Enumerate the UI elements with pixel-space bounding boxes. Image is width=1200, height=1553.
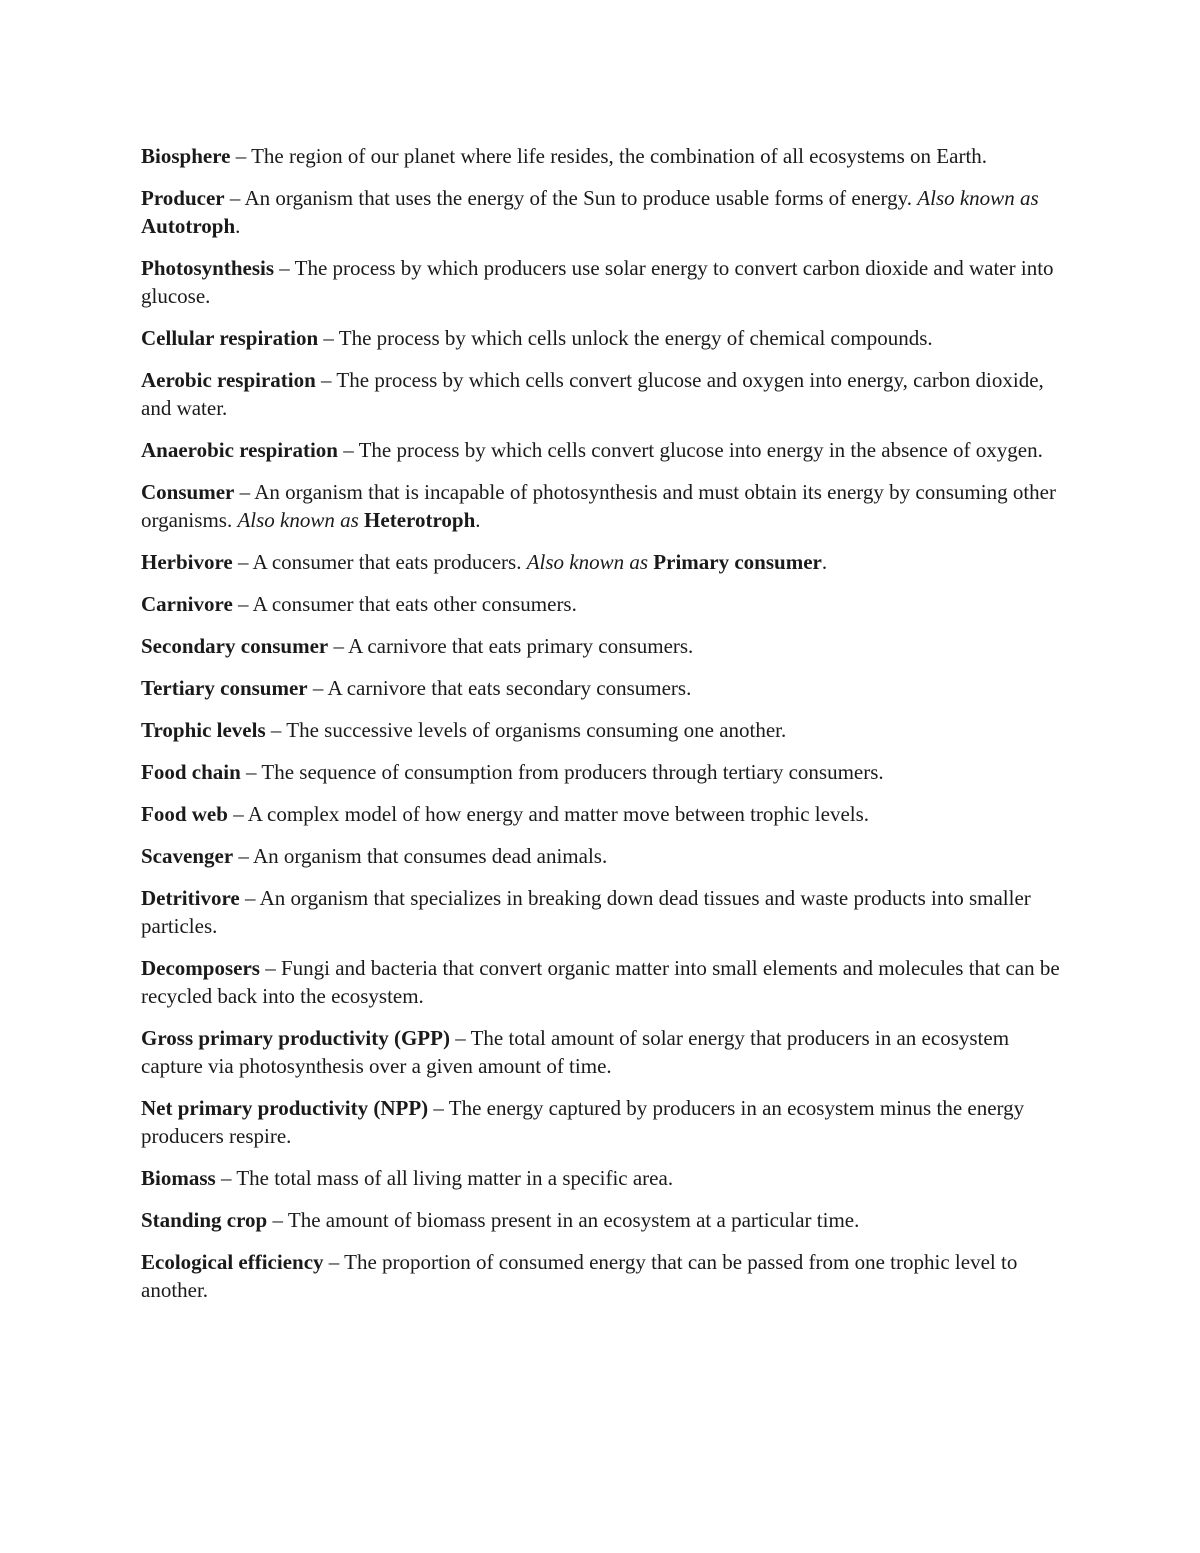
synonym-term: Heterotroph <box>364 508 476 532</box>
also-known-as-label: Also known as <box>526 550 649 574</box>
glossary-definition: The process by which cells unlock the energy of chemical compounds. <box>338 326 933 350</box>
glossary-entry <box>141 142 1061 170</box>
glossary-definition: The process by which producers use solar energy to convert carbon dioxide and water into glucose. <box>141 256 1054 308</box>
glossary-term: Anaerobic respiration <box>141 438 338 462</box>
glossary-entry <box>141 758 1061 786</box>
glossary-term: Scavenger <box>141 844 234 868</box>
dash: – <box>272 1208 283 1232</box>
glossary-entry <box>141 632 1061 660</box>
glossary-term: Herbivore <box>141 550 233 574</box>
dash: – <box>323 326 334 350</box>
glossary-term: Cellular respiration <box>141 326 319 350</box>
glossary-definition: An organism that is incapable of photosynthesis and must obtain its energy by consuming other organisms. <box>141 480 1056 532</box>
dash: – <box>239 480 251 504</box>
glossary-term: Producer <box>141 186 225 210</box>
glossary-entry <box>141 590 1061 618</box>
dash: – <box>321 368 332 392</box>
period: . <box>235 214 241 238</box>
period: . <box>475 508 481 532</box>
also-known-as-label: Also known as <box>237 508 359 532</box>
dash: – <box>238 844 249 868</box>
glossary-entry <box>141 1206 1061 1234</box>
glossary-entry <box>141 548 1061 576</box>
glossary-definition: The proportion of consumed energy that can be passed from one trophic level to another. <box>141 1250 1018 1302</box>
glossary-entry <box>141 716 1061 744</box>
period: . <box>821 550 828 574</box>
glossary-definition: Fungi and bacteria that convert organic matter into small elements and molecules that can be recycled back into the ecosystem. <box>141 956 1060 1008</box>
glossary-definition: The total amount of solar energy that producers in an ecosystem capture via photosynthesis over a given amount of time. <box>141 1026 1010 1078</box>
dash: – <box>433 1096 444 1120</box>
glossary-definition: The sequence of consumption from producers through tertiary consumers. <box>261 760 884 784</box>
glossary-definition: An organism that uses the energy of the Sun to produce usable forms of energy. <box>244 186 913 210</box>
glossary-entry <box>141 842 1061 870</box>
glossary-definition: The successive levels of organisms consuming one another. <box>286 718 787 742</box>
glossary-definition: A carnivore that eats secondary consumers. <box>327 676 692 700</box>
glossary-term: Tertiary consumer <box>141 676 308 700</box>
glossary-entry <box>141 954 1061 1010</box>
glossary-entry <box>141 1248 1061 1304</box>
synonym-term: Primary consumer <box>653 550 822 574</box>
glossary-definition: An organism that consumes dead animals. <box>253 844 608 868</box>
glossary-term: Biosphere <box>141 144 231 168</box>
glossary-entry <box>141 436 1061 464</box>
glossary-term: Ecological efficiency <box>141 1250 324 1274</box>
glossary-term: Net primary productivity (NPP) <box>141 1096 429 1120</box>
dash: – <box>244 886 256 910</box>
dash: – <box>246 760 257 784</box>
glossary-entry <box>141 478 1061 534</box>
glossary-entry <box>141 674 1061 702</box>
glossary-definition: The process by which cells convert glucose into energy in the absence of oxygen. <box>358 438 1043 462</box>
glossary-definition: A complex model of how energy and matter move between trophic levels. <box>247 802 870 826</box>
glossary-term: Gross primary productivity (GPP) <box>141 1026 450 1050</box>
dash: – <box>229 186 241 210</box>
glossary-term: Secondary consumer <box>141 634 329 658</box>
glossary-term: Photosynthesis <box>141 256 275 280</box>
glossary-term: Trophic levels <box>141 718 266 742</box>
synonym-term: Autotroph <box>141 214 236 238</box>
glossary-definition: A consumer that eats producers. <box>252 550 522 574</box>
dash: – <box>265 956 276 980</box>
dash: – <box>238 592 249 616</box>
glossary-term: Biomass <box>141 1166 216 1190</box>
glossary-entry <box>141 800 1061 828</box>
glossary-entry <box>141 1164 1061 1192</box>
glossary-entry <box>141 254 1061 310</box>
glossary-entry <box>141 324 1061 352</box>
dash: – <box>235 144 247 168</box>
dash: – <box>343 438 354 462</box>
dash: – <box>312 676 324 700</box>
glossary-definition: The region of our planet where life resides, the combination of all ecosystems on Earth. <box>251 144 988 168</box>
glossary-term: Decomposers <box>141 956 260 980</box>
glossary-entry <box>141 1024 1061 1080</box>
glossary-definition: The amount of biomass present in an ecosystem at a particular time. <box>287 1208 860 1232</box>
glossary-definition: The total mass of all living matter in a specific area. <box>236 1166 674 1190</box>
dash: – <box>220 1166 232 1190</box>
dash: – <box>270 718 282 742</box>
glossary-entry <box>141 366 1061 422</box>
glossary-definition: A carnivore that eats primary consumers. <box>348 634 694 658</box>
glossary-definition: An organism that specializes in breaking down dead tissues and waste products into smaller particles. <box>141 886 1031 938</box>
dash: – <box>279 256 290 280</box>
glossary-term: Detritivore <box>141 886 240 910</box>
glossary-term: Food chain <box>141 760 241 784</box>
glossary-definition: The energy captured by producers in an ecosystem minus the energy producers respire. <box>141 1096 1025 1148</box>
dash: – <box>333 634 344 658</box>
glossary-definition: The process by which cells convert glucose and oxygen into energy, carbon dioxide, and water. <box>141 368 1044 420</box>
glossary-definition: A consumer that eats other consumers. <box>252 592 577 616</box>
glossary-term: Standing crop <box>141 1208 268 1232</box>
dash: – <box>238 550 249 574</box>
glossary-list <box>141 142 1061 1318</box>
dash: – <box>233 802 244 826</box>
dash: – <box>328 1250 340 1274</box>
glossary-term: Food web <box>141 802 228 826</box>
glossary-term: Aerobic respiration <box>141 368 316 392</box>
glossary-entry <box>141 1094 1061 1150</box>
glossary-entry <box>141 884 1061 940</box>
glossary-term: Consumer <box>141 480 235 504</box>
dash: – <box>455 1026 466 1050</box>
glossary-entry <box>141 184 1061 240</box>
also-known-as-label: Also known as <box>917 186 1039 210</box>
glossary-term: Carnivore <box>141 592 233 616</box>
